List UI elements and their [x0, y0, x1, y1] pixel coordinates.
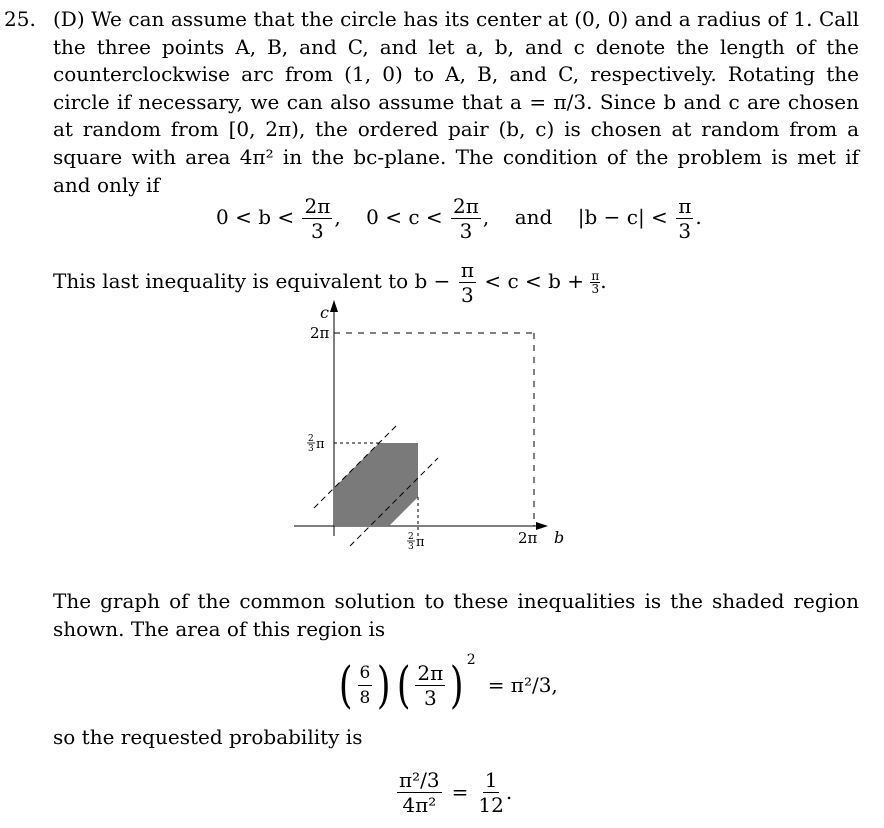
- frac-6-8: $\frac{6}{8}$: [359, 662, 371, 708]
- y-2pi-label: 2π: [310, 324, 330, 342]
- area-equation: ( $\frac{6}{8}$ ) ( $\frac{2\pi}{3}$ ) $^2$ = π²/3,: [338, 652, 558, 714]
- paragraph-area: The graph of the common solution to these inequalities is the shaded region shown. The area of this region is: [53, 589, 859, 641]
- frac-2pi-3-c: $\frac{2\pi}{3}$: [453, 194, 479, 243]
- ineq-abs: |b − c| <: [577, 205, 668, 229]
- svg-text:2: 2: [408, 532, 414, 542]
- ineq-c: 0 < c <: [366, 205, 443, 229]
- problem-number: 25.: [4, 7, 36, 31]
- frac-pi2-3-over-4pi2: $\frac{\text{π²/3}}{\text{4π²}}$: [399, 767, 440, 817]
- frac-pi-3-left: $\frac{\pi}{3}$: [460, 258, 474, 307]
- inequalities-display: 0 < b < $\frac{2\pi}{3}$ , 0 < c < $\frac{2\pi}{3}$ , and |b − c| < $\frac{\pi}{3}$ .: [216, 194, 702, 243]
- svg-text:2: 2: [308, 434, 314, 444]
- frac-pi-3: $\frac{\pi}{3}$: [678, 194, 692, 243]
- x-two-thirds-pi-label: [407, 532, 425, 552]
- b-axis-label: b: [554, 528, 565, 547]
- frac-2pi-3-b: $\frac{2\pi}{3}$: [304, 194, 331, 243]
- svg-text:π: π: [316, 437, 325, 452]
- b-axis-arrow: [536, 522, 548, 530]
- c-axis-arrow: [330, 300, 338, 312]
- area-result: = π²/3,: [487, 673, 558, 697]
- svg-text:3: 3: [408, 542, 414, 552]
- paragraph-probability: so the requested probability is: [53, 725, 363, 749]
- svg-text:3: 3: [308, 444, 314, 454]
- ineq-and: and: [514, 205, 553, 229]
- paragraph-intro: (D) We can assume that the circle has its center at (0, 0) and a radius of 1. Call the three points A, B, and C, and let a, b, and c denote the length of the counterclockwise arc from (1, 0) to A, B, and C, respectively. Rotating the circle if necessary, we can also assume that a = π/3. Since b and c are chosen at random from [0, 2π), the ordered pair (b, c) is chosen at random from a square with area 4π² in the bc-plane. The condition of the problem is met if and only if: [53, 7, 859, 197]
- y-two-thirds-pi-label: [307, 434, 325, 454]
- frac-pi-3-small: $\frac{\pi}{3}$: [591, 269, 600, 296]
- equivalence-line: This last inequality is equivalent to b − $\frac{\pi}{3}$ < c < b + $\frac{\pi}{3}$ .: [53, 258, 607, 307]
- x-2pi-label: 2π: [518, 529, 538, 547]
- probability-equation: $\frac{\text{π²/3}}{\text{4π²}}$ = $\frac{1}{12}$ .: [399, 767, 513, 817]
- area-exponent: 2: [466, 652, 476, 668]
- frac-1-12: $\frac{1}{12}$: [478, 767, 504, 817]
- shaded-region: [334, 443, 418, 526]
- svg-text:π: π: [416, 535, 425, 550]
- ineq-b: 0 < b <: [216, 205, 295, 229]
- frac-2pi-3-area: $\frac{2\pi}{3}$: [417, 660, 444, 710]
- bc-plane-graph: [280, 296, 580, 556]
- c-axis-label: c: [320, 303, 329, 322]
